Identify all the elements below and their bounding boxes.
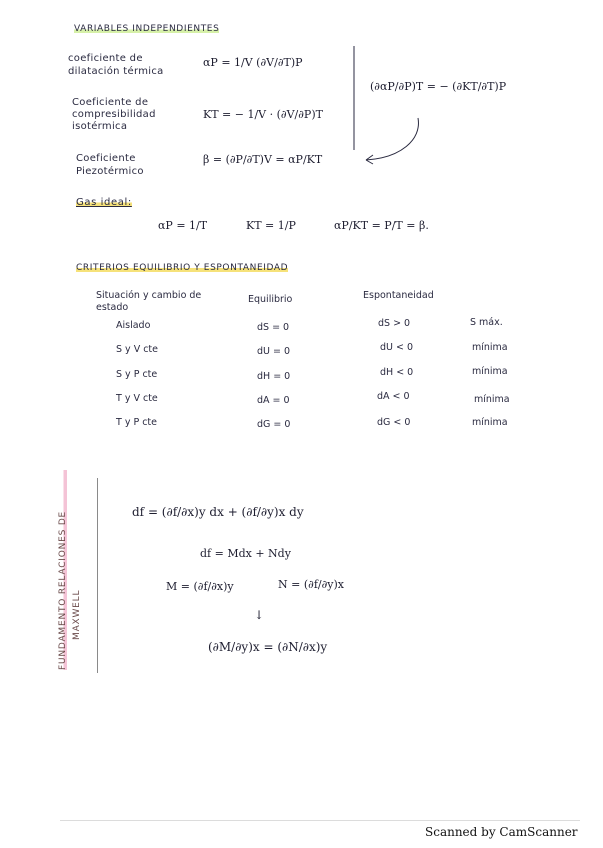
row-extremum: mínima: [472, 417, 508, 428]
row-spontaneity: dH < 0: [380, 367, 414, 378]
row-equilibrium: dH = 0: [257, 371, 291, 382]
beta-label-line2: Piezotérmico: [76, 166, 144, 177]
row-equilibrium: dU = 0: [257, 346, 291, 357]
row-extremum: mínima: [474, 394, 510, 405]
heading-criteria: CRITERIOS EQUILIBRIO Y ESPONTANEIDAD: [76, 263, 289, 273]
ideal-gas-beta: αP/KT = P/T = β.: [334, 219, 429, 232]
row-situation: T y P cte: [116, 417, 158, 428]
maxwell-eq4: (∂M/∂y)x = (∂N/∂x)y: [208, 640, 328, 654]
row-situation: Aislado: [116, 320, 151, 331]
maxwell-title-line1: FUNDAMENTO RELACIONES DE: [58, 470, 68, 670]
maxwell-eq1: df = (∂f/∂x)y dx + (∂f/∂y)x dy: [132, 505, 304, 519]
row-equilibrium: dA = 0: [257, 395, 290, 406]
heading-variables: VARIABLES INDEPENDIENTES: [74, 24, 220, 34]
beta-label: [76, 152, 144, 178]
maxwell-vertical-title: [58, 470, 98, 670]
beta-formula: β = (∂P/∂T)V = αP/KT: [203, 153, 323, 166]
footer-rule: [60, 820, 580, 821]
kappa-label: [72, 97, 156, 133]
beta-label-line1: Coeficiente: [76, 153, 136, 164]
maxwell-eq3-left: M = (∂f/∂x)y: [166, 580, 234, 593]
row-spontaneity: dA < 0: [377, 391, 410, 402]
col-header-equilibrium: Equilibrio: [248, 294, 293, 305]
kappa-label-line2: compresibilidad: [72, 109, 156, 120]
maxwell-divider: [97, 478, 98, 673]
row-situation: T y V cte: [116, 393, 158, 404]
row-situation: S y V cte: [116, 344, 159, 355]
down-arrow-icon: ↓: [254, 608, 265, 622]
row-equilibrium: dS = 0: [257, 322, 290, 333]
kappa-label-line3: isotérmica: [72, 121, 128, 132]
curved-arrow-line: [366, 118, 418, 160]
row-spontaneity: dU < 0: [380, 342, 414, 353]
kappa-formula: KT = − 1/V · (∂V/∂P)T: [203, 108, 323, 121]
maxwell-eq3-right: N = (∂f/∂y)x: [278, 578, 344, 591]
col-header-situation: Situación y cambio de estado: [96, 290, 202, 313]
row-situation: S y P cte: [116, 369, 158, 380]
row-spontaneity: dS > 0: [378, 318, 411, 329]
row-extremum: mínima: [472, 366, 508, 377]
row-extremum: mínima: [472, 342, 508, 353]
row-spontaneity: dG < 0: [377, 417, 411, 428]
relation-formula: (∂αP/∂P)T = − (∂KT/∂T)P: [370, 80, 507, 93]
alpha-label: [68, 52, 164, 78]
heading-ideal-gas: Gas ideal:: [76, 197, 132, 208]
kappa-label-line1: Coeficiente de: [72, 97, 149, 108]
ideal-gas-alpha: αP = 1/T: [158, 219, 208, 232]
col-header-spontaneity: Espontaneidad: [363, 290, 434, 301]
alpha-formula: αP = 1/V (∂V/∂T)P: [203, 56, 303, 69]
alpha-label-line1: coeficiente de: [68, 53, 143, 64]
maxwell-title-line2: MAXWELL: [72, 589, 82, 640]
relation-bracket-graphic: [340, 40, 540, 170]
alpha-label-line2: dilatación térmica: [68, 66, 164, 77]
row-equilibrium: dG = 0: [257, 419, 291, 430]
scanner-stamp: Scanned by CamScanner: [425, 825, 578, 839]
maxwell-eq2: df = Mdx + Ndy: [200, 547, 291, 560]
row-extremum: S máx.: [470, 317, 503, 328]
ideal-gas-kappa: KT = 1/P: [246, 219, 296, 232]
